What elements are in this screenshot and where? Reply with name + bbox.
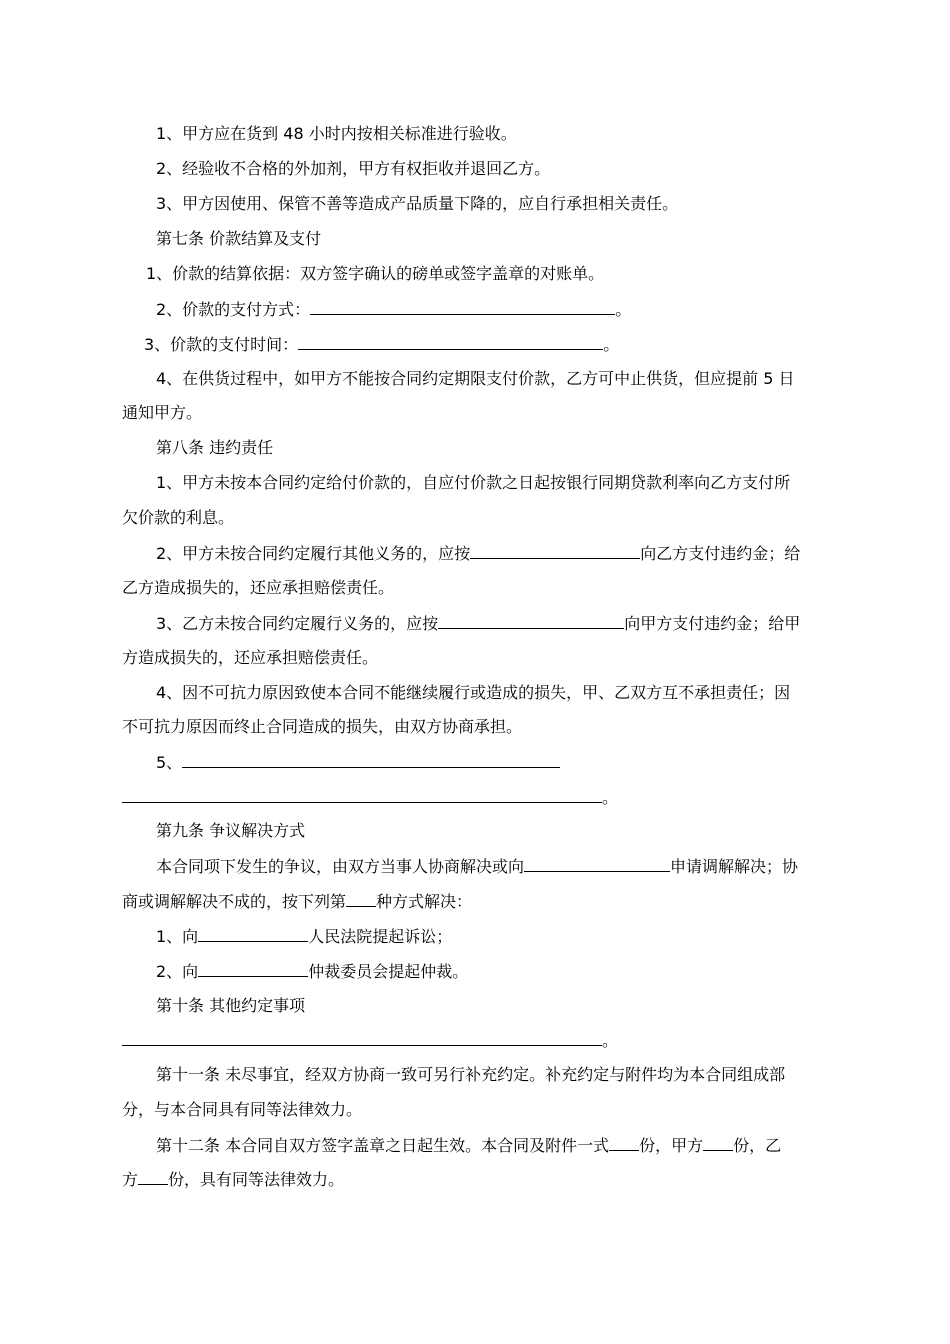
text: 。: [602, 788, 619, 807]
clause-7-item-4-cont: [122, 402, 830, 424]
text: 2、向: [156, 962, 199, 981]
text: 方: [122, 1170, 139, 1189]
clause-8-5-blank-2[interactable]: [122, 786, 602, 803]
clause-7-item-2: [156, 298, 864, 321]
clause-9-text-cont: [122, 890, 830, 913]
clause-8-item-3-cont: [122, 647, 830, 669]
clause-9-text: [156, 855, 864, 878]
penalty-a-blank[interactable]: [470, 542, 640, 559]
text: 。: [615, 300, 632, 319]
text: 3、乙方未按合同约定履行义务的，应按: [156, 614, 439, 633]
clause-8-item-1-cont: [122, 507, 830, 529]
text: 乙方造成损失的，还应承担赔偿责任。: [122, 578, 395, 597]
clause-8-item-2-cont: [122, 577, 830, 599]
arbitration-blank[interactable]: [198, 960, 308, 977]
text: 1、甲方未按本合同约定给付价款的，自应付价款之日起按银行同期贷款利率向乙方支付所: [156, 473, 791, 492]
text: 种方式解决：: [376, 892, 473, 911]
mediator-blank[interactable]: [524, 855, 670, 872]
payment-method-blank[interactable]: [310, 298, 615, 315]
clause-8-item-1: [156, 472, 864, 494]
payment-time-blank[interactable]: [298, 333, 603, 350]
heading: 第十条 其他约定事项: [156, 996, 306, 1015]
article-7-title: [156, 228, 864, 250]
text: 。: [602, 1031, 619, 1050]
clause-9-option-1: [156, 925, 864, 948]
text: 2、甲方未按合同约定履行其他义务的，应按: [156, 544, 471, 563]
text: 欠价款的利息。: [122, 508, 235, 527]
text: 5、: [156, 753, 183, 772]
text: 2、经验收不合格的外加剂，甲方有权拒收并退回乙方。: [156, 159, 551, 178]
option-number-blank[interactable]: [346, 890, 376, 907]
article-11-cont: [122, 1099, 830, 1121]
text: 3、价款的支付时间：: [144, 335, 299, 354]
clause-8-item-4-cont: [122, 716, 830, 738]
clause-6-item-1: [156, 123, 864, 145]
clause-6-item-2: [156, 158, 864, 180]
heading: 第九条 争议解决方式: [156, 821, 306, 840]
text: 本合同项下发生的争议，由双方当事人协商解决或向: [156, 857, 525, 876]
text: 向甲方支付违约金；给甲: [624, 614, 801, 633]
text: 申请调解解决；协: [670, 857, 799, 876]
clause-8-item-3: [156, 612, 864, 635]
text: 4、在供货过程中，如甲方不能按合同约定期限支付价款，乙方可中止供货，但应提前 5 日: [156, 369, 795, 388]
penalty-b-blank[interactable]: [438, 612, 624, 629]
clause-7-item-3: [144, 333, 852, 356]
article-8-title: [156, 437, 864, 459]
article-9-title: [156, 820, 864, 842]
copies-total-blank[interactable]: [609, 1134, 639, 1151]
text: 2、价款的支付方式：: [156, 300, 311, 319]
clause-6-item-3: [156, 193, 864, 215]
text: 方造成损失的，还应承担赔偿责任。: [122, 648, 379, 667]
text: 不可抗力原因而终止合同造成的损失，由双方协商承担。: [122, 717, 523, 736]
clause-7-item-4: [156, 368, 864, 390]
clause-8-5-blank-1[interactable]: [182, 751, 560, 768]
clause-8-item-5-cont: [122, 786, 830, 809]
text: 3、甲方因使用、保管不善等造成产品质量下降的，应自行承担相关责任。: [156, 194, 679, 213]
text: 份，甲方: [639, 1136, 704, 1155]
article-10-line: [122, 1029, 830, 1052]
article-12-cont: [122, 1168, 830, 1191]
clause-8-item-2: [156, 542, 864, 565]
text: 向乙方支付违约金；给: [640, 544, 801, 563]
text: 1、向: [156, 927, 199, 946]
text: 通知甲方。: [122, 403, 203, 422]
article-10-title: [156, 995, 864, 1017]
text: 第十一条 未尽事宜，经双方协商一致可另行补充约定。补充约定与附件均为本合同组成部: [156, 1065, 786, 1084]
text: 第十二条 本合同自双方签字盖章之日起生效。本合同及附件一式: [156, 1136, 610, 1155]
text: 分，与本合同具有同等法律效力。: [122, 1100, 363, 1119]
other-terms-blank[interactable]: [122, 1029, 602, 1046]
text: 份，具有同等法律效力。: [168, 1170, 345, 1189]
article-11: [156, 1064, 864, 1086]
copies-party-b-blank[interactable]: [138, 1168, 168, 1185]
court-blank[interactable]: [198, 925, 308, 942]
clause-7-item-1: [146, 263, 854, 285]
clause-9-option-2: [156, 960, 864, 983]
text: 。: [603, 335, 620, 354]
heading: 第八条 违约责任: [156, 438, 274, 457]
heading: 第七条 价款结算及支付: [156, 229, 322, 248]
text: 1、价款的结算依据：双方签字确认的磅单或签字盖章的对账单。: [146, 264, 605, 283]
article-12: [156, 1134, 864, 1157]
text: 商或调解解决不成的，按下列第: [122, 892, 347, 911]
text: 仲裁委员会提起仲裁。: [308, 962, 469, 981]
text: 4、因不可抗力原因致使本合同不能继续履行或造成的损失，甲、乙双方互不承担责任；因: [156, 683, 791, 702]
copies-party-a-blank[interactable]: [703, 1134, 733, 1151]
clause-8-item-4: [156, 682, 864, 704]
clause-8-item-5: [156, 751, 864, 774]
text: 份，乙: [733, 1136, 782, 1155]
text: 1、甲方应在货到 48 小时内按相关标准进行验收。: [156, 124, 517, 143]
text: 人民法院提起诉讼；: [308, 927, 453, 946]
